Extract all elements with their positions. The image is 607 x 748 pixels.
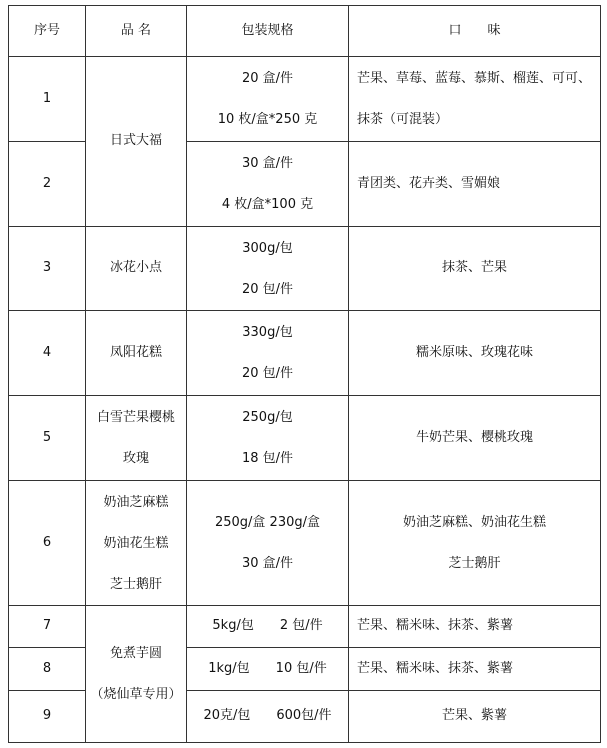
row-name [86, 396, 187, 481]
row-name: 凤阳花糕 [86, 311, 187, 396]
row-spec [187, 227, 349, 311]
name-line: 白雪芒果樱桃 [96, 410, 175, 425]
spec-line: 4 枚/盒*100 克 [221, 197, 314, 212]
spec-line: 18 包/件 [241, 451, 294, 466]
table-row [9, 396, 601, 481]
flavor-line: 芝士鹅肝 [448, 556, 501, 571]
row-spec [187, 142, 349, 227]
spec-line: 20 盒/件 [241, 71, 294, 86]
row-spec [187, 57, 349, 142]
name-line: （烧仙草专用） [90, 687, 182, 702]
row-serial: 9 [9, 691, 86, 743]
name-line: 免煮芋圆 [109, 646, 162, 661]
row-spec [187, 481, 349, 606]
row-flavor: 芒果、糯米味、抹茶、紫薯 [349, 606, 601, 648]
name-line: 芝士鹅肝 [109, 576, 162, 592]
name-line: 奶油芝麻糕 [103, 494, 169, 510]
row-serial: 5 [9, 396, 86, 481]
row-serial: 4 [9, 311, 86, 396]
row-flavor: 芒果、紫薯 [349, 691, 601, 743]
name-line: 玫瑰 [122, 451, 149, 466]
row-spec: 20克/包 600包/件 [187, 691, 349, 743]
row-serial: 1 [9, 57, 86, 142]
row-flavor [349, 57, 601, 142]
row-flavor: 芒果、糯米味、抹茶、紫薯 [349, 648, 601, 691]
row-serial: 3 [9, 227, 86, 311]
row-name-merged [86, 57, 187, 227]
row-flavor [349, 481, 601, 606]
table-row [9, 311, 601, 396]
spec-line: 250g/盒 230g/盒 [214, 515, 321, 530]
header-name: 品 名 [86, 6, 187, 57]
header-flavor: 口 味 [349, 6, 601, 57]
row-flavor: 牛奶芒果、樱桃玫瑰 [349, 396, 601, 481]
spec-line: 330g/包 [242, 325, 293, 340]
spec-line: 300g/包 [242, 240, 293, 256]
row-name [86, 481, 187, 606]
table-row [9, 227, 601, 311]
table-header-row [9, 6, 601, 57]
spec-line: 250g/包 [242, 410, 293, 425]
flavor-line: 抹茶（可混装） [357, 112, 449, 127]
table-row [9, 57, 601, 142]
name-line: 奶油花生糕 [103, 535, 169, 551]
row-spec: 5kg/包 2 包/件 [187, 606, 349, 648]
spec-line: 20 包/件 [241, 366, 294, 381]
header-serial: 序号 [9, 6, 86, 57]
spec-line: 10 枚/盒*250 克 [217, 112, 318, 127]
row-spec [187, 311, 349, 396]
spec-line: 30 盒/件 [241, 556, 294, 571]
row-serial: 7 [9, 606, 86, 648]
row-flavor: 抹茶、芒果 [349, 227, 601, 311]
flavor-line: 芒果、草莓、蓝莓、慕斯、榴莲、可可、 [357, 71, 592, 86]
table-row [9, 481, 601, 606]
row-serial: 6 [9, 481, 86, 606]
name-line: 日式大福 [109, 133, 162, 149]
row-flavor: 青团类、花卉类、雪媚娘 [349, 142, 601, 227]
row-spec [187, 396, 349, 481]
flavor-line: 奶油芝麻糕、奶油花生糕 [402, 515, 546, 530]
row-serial: 8 [9, 648, 86, 691]
table-row [9, 606, 601, 648]
spec-line: 20 包/件 [241, 281, 294, 297]
spec-line: 30 盒/件 [241, 156, 294, 171]
product-table [8, 5, 601, 743]
row-serial: 2 [9, 142, 86, 227]
row-flavor: 糯米原味、玫瑰花味 [349, 311, 601, 396]
header-spec: 包装规格 [187, 6, 349, 57]
row-spec: 1kg/包 10 包/件 [187, 648, 349, 691]
row-name: 冰花小点 [86, 227, 187, 311]
row-name-merged [86, 606, 187, 743]
